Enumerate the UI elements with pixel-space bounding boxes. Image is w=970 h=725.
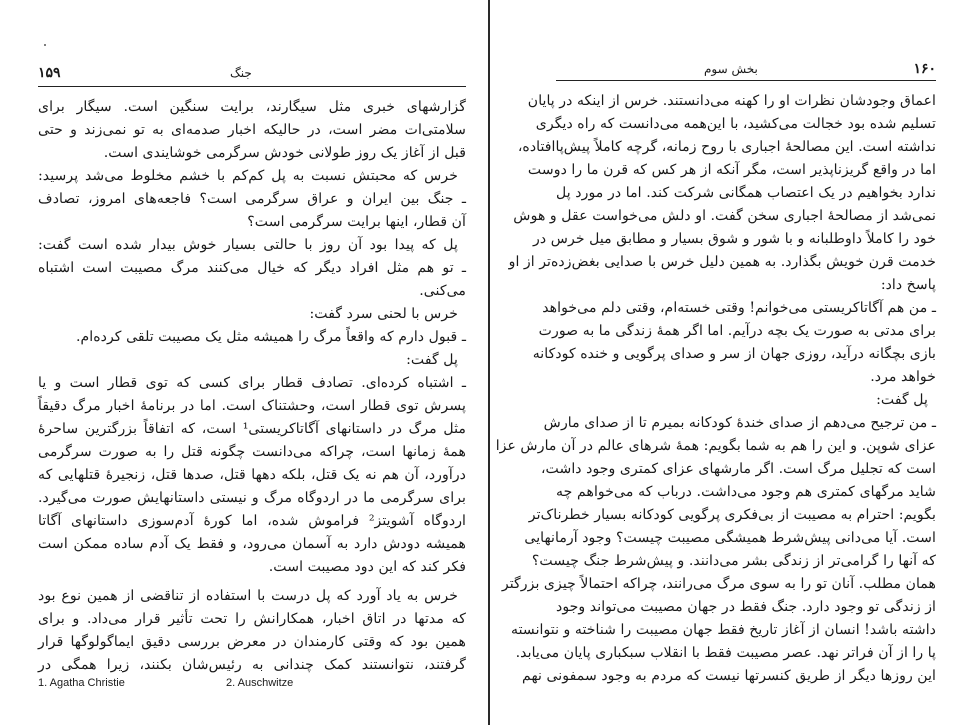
text-line: گزارشهای خبری مثل سیگارند، برایت سنگین است. سیگار برای bbox=[38, 99, 466, 115]
text-line: قبل از آغاز یک روز طولانی خودش سرگرمی خوشایندی است. bbox=[103, 145, 466, 161]
text-line: پسرش توی قطار است، وحشتناک است. اما در برنامهٔ اخبار مرگ دقیقاً bbox=[38, 398, 466, 414]
text-line: خرس که محبتش نسبت به پل کم‌کم با خشم مخلوط می‌شد پرسید: bbox=[38, 168, 458, 184]
text-line: بگویم: احترام به مصیبت از بی‌فکری پرگویی کودکانه بسیار خطرناک‌تر bbox=[528, 507, 936, 523]
text-line: بازی بچگانه درآید، روزی جهان از سر و صدای پرگویی و خنده کودکانه bbox=[532, 346, 936, 362]
text-line: از زندگی تو وجود دارد. جنگ فقط در جهان مصیبت می‌تواند وجود bbox=[556, 599, 936, 615]
text-line: ـ جنگ بین ایران و عراق سرگرمی است؟ فاجعه‌های امروز، تصادف bbox=[38, 191, 466, 207]
text-line: پل گفت: bbox=[876, 392, 928, 408]
text-line: نمی‌شد از مصالحهٔ اجباری سخن گفت. او دلش می‌خواست عقل و هوش bbox=[513, 208, 936, 224]
header-rule bbox=[38, 86, 466, 87]
text-line: شاید مرگهای کمتری هم وجود می‌داشت. درباب که می‌خواهم چه bbox=[556, 484, 936, 500]
page-number: ۱۵۹ bbox=[38, 65, 61, 81]
text-line: داشته باشد! انسان از آغاز تاریخ فقط جهان مصیبت را شناخته و نتوانسته bbox=[511, 622, 936, 638]
running-title: جنگ bbox=[230, 66, 252, 80]
text-line: سلامتی‌ات مضر است، در حالیکه اخبار صدمه‌ای به تو نمی‌زند و حتی bbox=[38, 122, 466, 138]
right-page-header bbox=[556, 60, 936, 78]
text-line: ـ اشتباه کرده‌ای. تصادف قطار برای کسی که توی قطار است و یا bbox=[38, 375, 466, 391]
page-body bbox=[495, 90, 936, 688]
text-line: گرفتند، نتوانستند کمک چندانی به رئیس‌شان بکنند، زیرا همگی در bbox=[38, 657, 466, 673]
text-line: مثل مرگ در داستانهای آگاتاکریستی¹ است، که اتفاقاً بزرگترین ساحرهٔ bbox=[38, 421, 466, 437]
right-page bbox=[490, 0, 970, 725]
text-line: ـ قبول دارم که واقعاً مرگ را همیشه مثل یک مصیبت تلقی کرده‌ام. bbox=[75, 329, 466, 345]
text-line: همان مطلب. آنان تو را به سوی مرگ می‌رانند، چراکه احتمالاً چیزی بزرگتر bbox=[501, 576, 936, 592]
text-line: ـ من هم آگاتاکریستی می‌خوانم! وقتی خسته‌ام، وقتی دلم می‌خواهد bbox=[542, 300, 936, 316]
text-line: پاسخ داد: bbox=[880, 277, 936, 293]
text-line: که مدتها در اتاق اخبار، همکارانش را تحت تأثیر قرار می‌داد. و برای bbox=[38, 611, 466, 627]
text-line: ـ تو هم مثل افراد دیگر که خیال می‌کنند مرگ مصیبت است اشتباه bbox=[38, 260, 466, 276]
text-line: نداشته است. این مصالحهٔ اجباری با روح زمانه، گرچه کاملاً پیش‌پاافتاده، bbox=[517, 139, 936, 155]
left-page-header bbox=[38, 64, 466, 82]
text-line: است. آیا می‌دانی پیش‌شرط همیشگی مصیبت چیست؟ وجود آرمانهایی bbox=[524, 530, 936, 546]
footnote: 1. Agatha Christie bbox=[38, 677, 125, 689]
text-line: خواهد مرد. bbox=[870, 369, 936, 385]
text-line: ـ من ترجیح می‌دهم از صدای خندهٔ کودکانه بمیرم تا از صدای مارش bbox=[543, 415, 936, 431]
text-line: پل گفت: bbox=[406, 352, 458, 368]
text-line: تسلیم شده بود خجالت می‌کشید، با این‌همه می‌دانست که راه دیگری bbox=[535, 116, 936, 132]
header-rule bbox=[556, 80, 936, 81]
text-line: عزای شوپن. و این را هم به شما بگویم: همهٔ شرهای عالم در آن مارش عزا bbox=[495, 438, 936, 454]
page-number: ۱۶۰ bbox=[913, 61, 936, 77]
text-line: پا را از آن فراتر نهد. عصر مصیبت فقط با انقلاب سبکباری پایان می‌یابد. bbox=[515, 645, 936, 661]
text-line: همین بود که وقتی کارمندان در معرض بررسی دقیق ایماگولوگها قرار bbox=[38, 634, 466, 650]
text-line: برای مدتی به صورت یک بچه درآیم. اما اگر همهٔ زندگی ما به صورت bbox=[538, 323, 936, 339]
text-line: پل که پیدا بود آن روز با حالتی بسیار خوش بیدار شده است گفت: bbox=[38, 237, 458, 253]
page-body bbox=[38, 96, 466, 677]
text-line: همهٔ زمانها است، چراکه می‌دانست چگونه قتل را به صورت سرگرمی bbox=[38, 444, 466, 460]
text-line: اعماق وجودشان نظرات او را کهنه می‌دانستند. خرس از اینکه در پایان bbox=[527, 93, 936, 109]
text-line: همیشه دودش دارد به آسمان می‌رود، و فقط یک آدم ساده ممکن است bbox=[38, 536, 466, 552]
text-line: فکر کند که این دود مصیبت است. bbox=[268, 559, 466, 575]
text-line: این روزها دیگر از طریق کنسرتها نیست که مردم به وجود سمفونی نهم bbox=[522, 668, 936, 684]
text-line: اردوگاه آشویتز² فراموش شده، اما کورهٔ آدم‌سوزی داستانهای آگاتا bbox=[38, 513, 466, 529]
text-line: خرس به یاد آورد که پل درست با استفاده از تناقضی از همین نوع بود bbox=[38, 588, 458, 604]
text-line: است که تجلیل مرگ است. اگر مارشهای عزای کمتری وجود داشت، bbox=[540, 461, 936, 477]
text-line: اما در واقع گریزناپذیر است، مگر آنکه از هر کس که قرن ما را دوست bbox=[527, 162, 936, 178]
text-line: ندارد بخواهیم در یک اعتصاب همگانی شرکت کند. اما در مورد پل bbox=[556, 185, 936, 201]
text-line: خود را کاملاً داوطلبانه و با شور و شوق بسیار و مطابق میل خرس در bbox=[533, 231, 936, 247]
text-line: درآورد، آن هم نه یک قتل، بلکه دهها قتل، صدها قتل، زنجیرهٔ قتلهایی که bbox=[38, 467, 466, 483]
text-line: برای سرگرمی ما در اردوگاه مرگ و نیستی داستانهایش صورت می‌گیرد. bbox=[38, 490, 466, 506]
footnote: 2. Auschwitze bbox=[226, 677, 294, 689]
text-line: می‌کنی. bbox=[419, 283, 466, 299]
text-line: خرس با لحنی سرد گفت: bbox=[309, 306, 458, 322]
text-line: آن قطار، اینها برایت سرگرمی است؟ bbox=[247, 214, 466, 230]
text-line: خدمت قرن خویش بگذارد. به همین دلیل خرس با صدایی بغض‌زده‌تر از او bbox=[508, 254, 936, 270]
text-line: که آنها را گرامی‌تر از زندگی بشر می‌دانند. و پیش‌شرط جنگ چیست؟ bbox=[531, 553, 936, 569]
running-title: بخش سوم bbox=[704, 62, 758, 76]
